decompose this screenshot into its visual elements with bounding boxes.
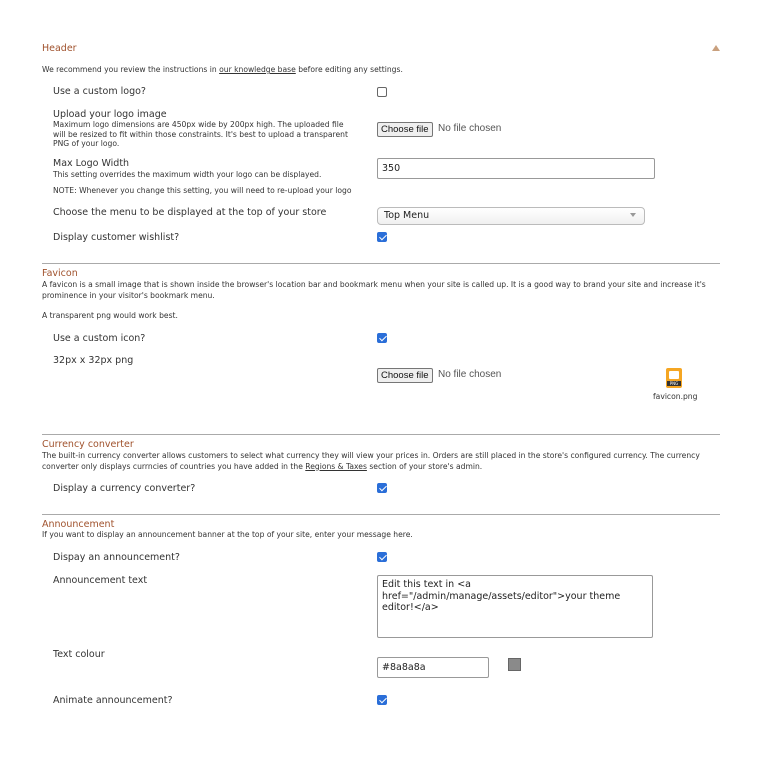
divider [42, 263, 720, 264]
favicon-filename: favicon.png [653, 392, 698, 401]
currency-converter-label: Display a currency converter? [53, 483, 196, 494]
upload-desc-line-1: Maximum logo dimensions are 450px wide by 200px high. The uploaded file [53, 120, 344, 129]
text-colour-label: Text colour [53, 649, 105, 660]
header-intro-text-end: before editing any settings. [295, 65, 403, 74]
max-logo-width-input[interactable]: 350 [377, 158, 655, 179]
favicon-choose-file-button[interactable]: Choose file [377, 368, 433, 383]
animate-announcement-label: Animate announcement? [53, 695, 173, 706]
currency-desc-text-end: section of your store's admin. [366, 461, 483, 471]
upload-logo-description [53, 120, 373, 149]
currency-desc-line-2 [42, 462, 732, 473]
wishlist-checkbox[interactable] [377, 232, 387, 242]
favicon-desc-line-1: A favicon is a small image that is shown inside the browser's location bar and bookmark menu when your site is called up. It is a good way to brand your site and increase it's [42, 280, 706, 289]
header-intro [42, 65, 403, 76]
regions-taxes-link[interactable]: Regions & Taxes [305, 461, 367, 471]
announcement-description: If you want to display an announcement banner at the top of your site, enter your message here. [42, 530, 413, 539]
currency-desc-text: converter only displays currncies of countries you have added in the [42, 461, 306, 471]
upload-desc-line-3: PNG of your logo. [53, 139, 120, 148]
divider [42, 514, 720, 515]
png-file-icon-tag: PNG [667, 381, 681, 386]
currency-converter-checkbox[interactable] [377, 483, 387, 493]
max-logo-width-label: Max Logo Width [53, 158, 130, 169]
logo-choose-file-button[interactable]: Choose file [377, 122, 433, 137]
currency-desc-line-1: The built-in currency converter allows customers to select what currency they will view your prices in. Orders are still placed in the store's configured currency. The currency [42, 451, 700, 460]
wishlist-label: Display customer wishlist? [53, 232, 180, 243]
colour-swatch[interactable] [508, 658, 521, 671]
text-colour-input[interactable]: #8a8a8a [377, 657, 489, 678]
header-section-title: Header [42, 43, 77, 54]
menu-select-label: Choose the menu to be displayed at the top of your store [53, 207, 327, 218]
favicon-file-status: No file chosen [438, 369, 502, 380]
favicon-size-label: 32px x 32px png [53, 355, 134, 366]
upload-desc-line-2: will be resized to fit within those constraints. It's best to upload a transparent [53, 129, 348, 139]
custom-logo-checkbox[interactable] [377, 87, 387, 97]
max-logo-width-description: This setting overrides the maximum width your logo can be displayed. [53, 170, 322, 179]
divider [42, 434, 720, 435]
png-file-icon[interactable] [666, 368, 682, 388]
collapse-arrow-icon[interactable] [712, 45, 720, 51]
display-announcement-label: Dispay an announcement? [53, 552, 180, 563]
menu-select[interactable] [377, 207, 645, 225]
menu-select-value: Top Menu [384, 210, 430, 221]
currency-description [42, 451, 732, 472]
max-logo-width-note: NOTE: Whenever you change this setting, you will need to re-upload your logo [53, 186, 352, 195]
custom-icon-checkbox[interactable] [377, 333, 387, 343]
animate-announcement-checkbox[interactable] [377, 695, 387, 705]
custom-icon-label: Use a custom icon? [53, 333, 146, 344]
display-announcement-checkbox[interactable] [377, 552, 387, 562]
announcement-text-label: Announcement text [53, 575, 148, 586]
knowledge-base-link[interactable]: our knowledge base [219, 65, 296, 74]
header-intro-text: We recommend you review the instructions in [42, 65, 220, 74]
upload-logo-label: Upload your logo image [53, 109, 167, 120]
currency-section-title: Currency converter [42, 439, 134, 450]
favicon-note: A transparent png would work best. [42, 311, 178, 320]
chevron-down-icon [630, 213, 636, 217]
favicon-description [42, 280, 732, 301]
custom-logo-label: Use a custom logo? [53, 86, 146, 97]
announcement-textarea[interactable]: Edit this text in <a href="/admin/manage/assets/editor">your theme editor!</a> [377, 575, 653, 638]
logo-file-status: No file chosen [438, 123, 502, 134]
announcement-section-title: Announcement [42, 519, 115, 530]
favicon-section-title: Favicon [42, 268, 78, 279]
favicon-desc-line-2: prominence in your visitor's bookmark menu. [42, 290, 215, 300]
